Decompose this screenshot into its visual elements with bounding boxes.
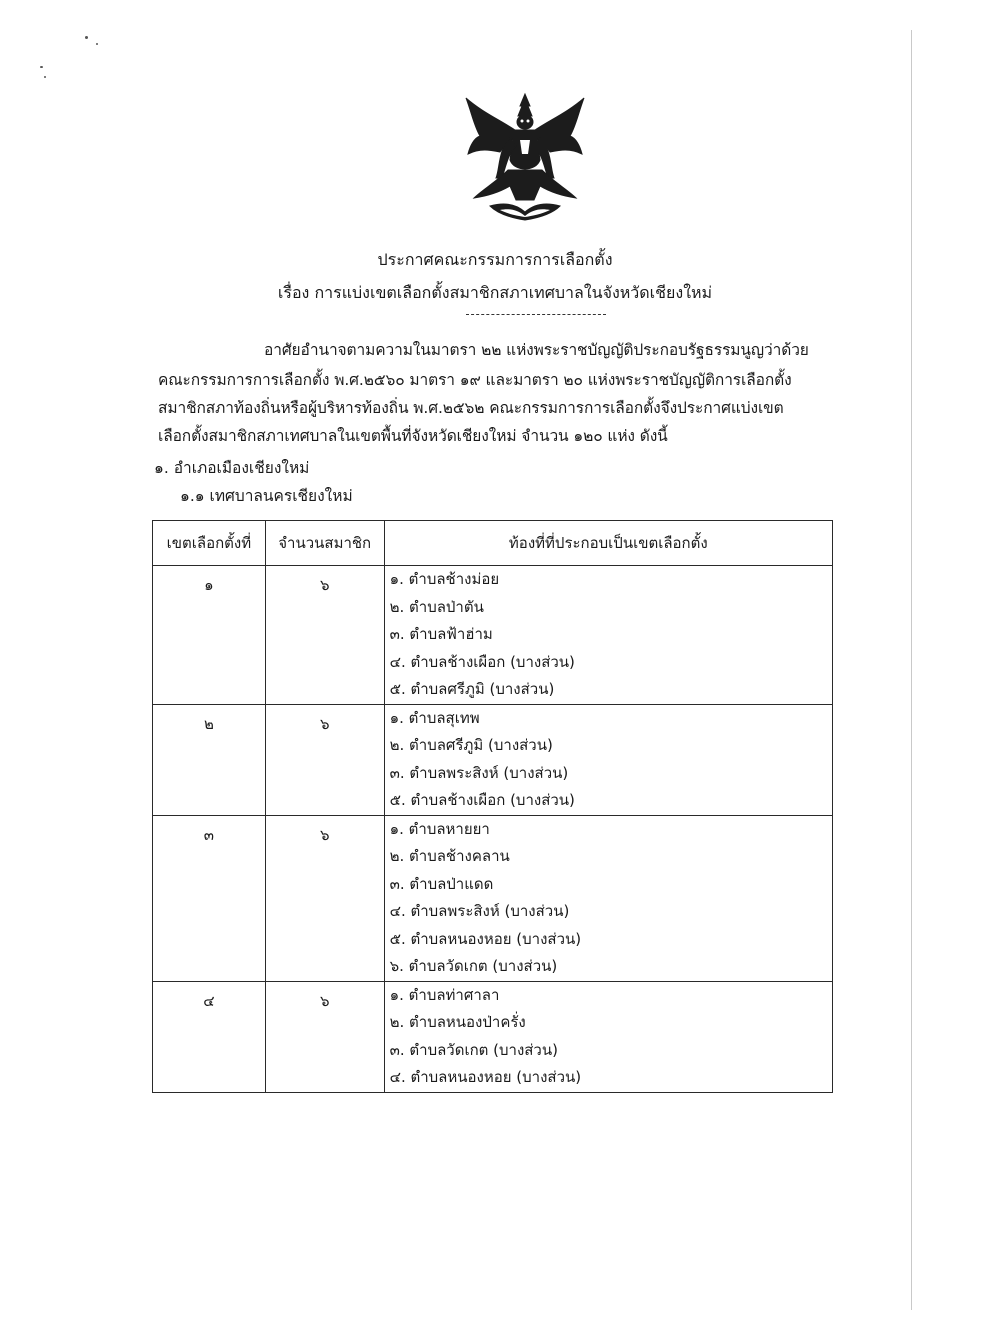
area-item: ๒. ตำบลหนองป่าครั่ง [389,1013,526,1031]
area-item: ๕. ตำบลหนองหอย (บางส่วน) [389,929,582,948]
area-item: ๑. ตำบลสุเทพ [389,708,480,727]
subsection-heading: ๑.๑ เทศบาลนครเชียงใหม่ [180,487,353,505]
scan-edge-line [911,30,912,1310]
area-item: ๑. ตำบลท่าศาลา [389,985,500,1004]
district-number: ๒ [153,704,266,815]
body-line-3: สมาชิกสภาท้องถิ่นหรือผู้บริหารท้องถิ่น พ.ศ.๒๕๖๒ คณะกรรมการการเลือกตั้งจึงประกาศแบ่งเขต [158,399,784,417]
area-item: ๔. ตำบลหนองหอย (บางส่วน) [389,1068,582,1086]
member-count: ๖ [265,815,384,981]
scan-speck [85,36,88,39]
scan-speck [40,66,43,68]
table-row [153,704,833,815]
district-number: ๑ [153,566,266,705]
announcement-title: ประกาศคณะกรรมการการเลือกตั้ง [377,250,613,269]
announcement-subject: เรื่อง การแบ่งเขตเลือกตั้งสมาชิกสภาเทศบาลในจังหวัดเชียงใหม่ [277,283,713,302]
area-list [384,981,832,1092]
area-item: ๓. ตำบลป่าแดด [389,874,494,893]
scan-speck [44,76,46,78]
body-line-4: เลือกตั้งสมาชิกสภาเทศบาลในเขตพื้นที่จังหวัดเชียงใหม่ จำนวน ๑๒๐ แห่ง ดังนี้ [158,427,668,445]
district-number: ๔ [153,981,266,1092]
area-item: ๓. ตำบลฟ้าฮ่าม [389,625,493,643]
area-item: ๑. ตำบลหายยา [389,819,490,838]
area-item: ๕. ตำบลช้างเผือก (บางส่วน) [389,791,575,809]
area-list [384,704,832,815]
area-item: ๓. ตำบลวัดเกต (บางส่วน) [389,1040,558,1059]
body-line-1: อาศัยอำนาจตามความในมาตรา ๒๒ แห่งพระราชบัญญัติประกอบรัฐธรรมนูญว่าด้วย [264,341,809,359]
area-list [384,815,832,981]
area-item: ๒. ตำบลศรีภูมิ (บางส่วน) [389,736,553,754]
member-count: ๖ [265,566,384,705]
member-count: ๖ [265,981,384,1092]
header-areas: ท้องที่ที่ประกอบเป็นเขตเลือกตั้ง [384,521,832,566]
area-item: ๕. ตำบลศรีภูมิ (บางส่วน) [389,680,555,698]
district-table [152,520,833,1093]
area-item: ๔. ตำบลพระสิงห์ (บางส่วน) [389,902,570,920]
area-item: ๒. ตำบลป่าตัน [389,597,484,616]
area-item: ๓. ตำบลพระสิงห์ (บางส่วน) [389,763,569,782]
table-header-row [153,521,833,566]
table-row [153,815,833,981]
area-item: ๖. ตำบลวัดเกต (บางส่วน) [389,957,558,975]
area-item: ๒. ตำบลช้างคลาน [389,847,510,865]
header-members: จำนวนสมาชิก [265,521,384,566]
district-number: ๓ [153,815,266,981]
member-count: ๖ [265,704,384,815]
area-list [384,566,832,705]
section-heading: ๑. อำเภอเมืองเชียงใหม่ [154,459,310,477]
scan-speck [96,43,98,45]
garuda-emblem-icon [460,90,590,225]
header-district: เขตเลือกตั้งที่ [153,521,266,566]
area-item: ๑. ตำบลช้างม่อย [389,570,500,588]
table-row [153,981,833,1092]
area-item: ๔. ตำบลช้างเผือก (บางส่วน) [389,652,575,671]
body-line-2: คณะกรรมการการเลือกตั้ง พ.ศ.๒๕๖๐ มาตรา ๑๙ และมาตรา ๒๐ แห่งพระราชบัญญัติการเลือกตั้ง [158,371,792,389]
title-divider [466,314,606,315]
table-row [153,566,833,705]
